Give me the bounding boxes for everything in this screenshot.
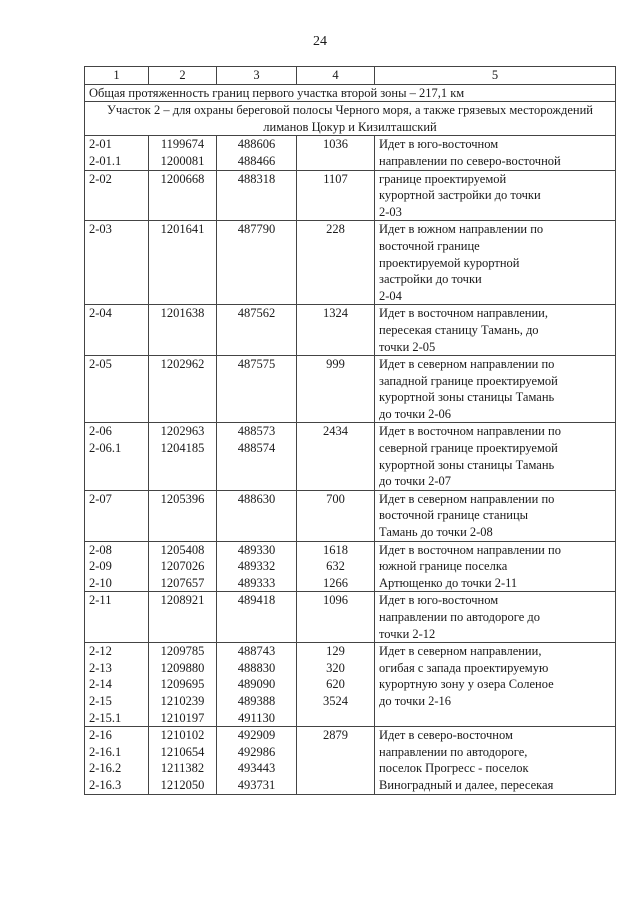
point-number: 2-01 bbox=[89, 137, 112, 152]
table-row bbox=[85, 592, 616, 643]
segment-length: 2434 bbox=[323, 424, 348, 439]
segment-description: восточной границе станицы bbox=[379, 508, 529, 523]
segment-length-cell bbox=[297, 592, 375, 643]
point-number: 2-06.1 bbox=[89, 441, 122, 456]
segment-description: застройки до точки bbox=[379, 272, 482, 287]
segment-description: восточной границе bbox=[379, 238, 480, 253]
coord-y-cell bbox=[217, 136, 297, 170]
segment-description: направлении по автодороге до bbox=[379, 610, 541, 624]
summary-text: Общая протяженность границ первого участка второй зоны – 217,1 км bbox=[85, 84, 616, 102]
header-col-5: 5 bbox=[375, 67, 616, 85]
coord-x: 1202963 bbox=[160, 424, 205, 439]
segment-description: поселок Прогресс - поселок bbox=[379, 761, 529, 776]
segment-length: 1096 bbox=[323, 593, 348, 608]
segment-description: границе проектируемой bbox=[379, 171, 507, 186]
point-number: 2-02 bbox=[89, 171, 112, 186]
coord-x-cell bbox=[149, 170, 217, 221]
coord-y: 487575 bbox=[237, 357, 276, 372]
header-col-3: 3 bbox=[217, 67, 297, 85]
segment-description: проектируемой курортной bbox=[379, 255, 520, 270]
header-col-2: 2 bbox=[149, 67, 217, 85]
coord-x: 1210239 bbox=[160, 693, 205, 708]
segment-description: огибая с запада проектируемую bbox=[379, 660, 549, 675]
coord-x: 1204185 bbox=[160, 441, 205, 456]
coord-x: 1210102 bbox=[160, 728, 205, 743]
segment-description: Идет в северном направлении по bbox=[379, 357, 555, 372]
table-header-row bbox=[85, 67, 616, 85]
coord-y: 487790 bbox=[237, 222, 276, 237]
segment-description: направлении по автодороге, bbox=[379, 744, 528, 759]
coord-y: 492909 bbox=[237, 728, 276, 743]
segment-description: Идет в восточном направлении по bbox=[379, 424, 561, 439]
point-number-cell bbox=[85, 490, 149, 541]
segment-description: точки 2-12 bbox=[379, 626, 436, 641]
coord-y: 489332 bbox=[237, 559, 276, 574]
coord-x: 1208921 bbox=[160, 593, 205, 608]
segment-description-cell bbox=[375, 541, 616, 592]
section-title-row bbox=[85, 102, 616, 136]
segment-description-cell bbox=[375, 136, 616, 170]
coord-x: 1205408 bbox=[160, 542, 205, 557]
segment-description: 2-04 bbox=[379, 288, 402, 303]
coord-x: 1210197 bbox=[160, 710, 205, 725]
segment-length: 700 bbox=[326, 491, 345, 506]
point-number: 2-16 bbox=[89, 728, 112, 743]
segment-length-cell bbox=[297, 170, 375, 221]
boundary-table-body bbox=[85, 67, 616, 795]
coord-y: 488743 bbox=[237, 644, 276, 659]
coord-x: 1200081 bbox=[160, 153, 205, 168]
table-row bbox=[85, 727, 616, 794]
section-title: Участок 2 – для охраны береговой полосы Черного моря, а также грязевых месторождений лиманов Цокур и Кизилташский bbox=[85, 102, 616, 136]
segment-description: Идет в южном направлении по bbox=[379, 222, 544, 237]
segment-length-cell bbox=[297, 136, 375, 170]
segment-length: 320 bbox=[326, 660, 345, 675]
point-number-cell bbox=[85, 356, 149, 423]
segment-length-cell bbox=[297, 221, 375, 305]
coord-x: 1207657 bbox=[160, 575, 205, 590]
segment-length: 1266 bbox=[323, 575, 348, 590]
coord-y-cell bbox=[217, 727, 297, 794]
segment-description: Идет в юго-восточном bbox=[379, 137, 499, 152]
segment-description: курортную зону у озера Соленое bbox=[379, 677, 554, 692]
table-row bbox=[85, 136, 616, 170]
coord-x-cell bbox=[149, 541, 217, 592]
table-row bbox=[85, 356, 616, 423]
coord-x-cell bbox=[149, 423, 217, 490]
segment-description: пересекая станицу Тамань, до bbox=[379, 322, 539, 337]
coord-x: 1210654 bbox=[160, 744, 205, 759]
coord-y: 488606 bbox=[237, 137, 276, 152]
coord-y: 493443 bbox=[237, 761, 276, 776]
segment-description: Идет в северном направлении, bbox=[379, 644, 542, 659]
segment-description: Артющенко до точки 2-11 bbox=[379, 575, 518, 590]
segment-description: Виноградный и далее, пересекая bbox=[379, 777, 554, 792]
coord-y: 493731 bbox=[237, 777, 276, 792]
coord-y: 488630 bbox=[237, 491, 276, 506]
segment-description: курортной зоны станицы Тамань bbox=[379, 390, 555, 405]
coord-y-cell bbox=[217, 490, 297, 541]
segment-description: до точки 2-07 bbox=[379, 474, 452, 489]
segment-description: Идет в северном направлении по bbox=[379, 491, 555, 506]
segment-length-cell bbox=[297, 643, 375, 727]
segment-description: 2-03 bbox=[379, 204, 402, 219]
point-number-cell bbox=[85, 727, 149, 794]
point-number: 2-04 bbox=[89, 306, 112, 321]
coord-x: 1205396 bbox=[160, 491, 205, 506]
segment-length: 999 bbox=[326, 357, 345, 372]
table-row bbox=[85, 305, 616, 356]
coord-y-cell bbox=[217, 643, 297, 727]
segment-description: Тамань до точки 2-08 bbox=[379, 525, 493, 540]
coord-x: 1202962 bbox=[160, 357, 205, 372]
segment-description-cell bbox=[375, 356, 616, 423]
coord-x: 1212050 bbox=[160, 777, 205, 792]
coord-x-cell bbox=[149, 592, 217, 643]
coord-y: 488573 bbox=[237, 424, 276, 439]
segment-length: 3524 bbox=[323, 693, 348, 708]
segment-description: южной границе поселка bbox=[379, 559, 508, 574]
segment-description: точки 2-05 bbox=[379, 339, 436, 354]
segment-length: 228 bbox=[326, 222, 345, 237]
coord-x: 1199674 bbox=[160, 137, 205, 152]
segment-description-cell bbox=[375, 490, 616, 541]
segment-length: 129 bbox=[326, 644, 345, 659]
point-number-cell bbox=[85, 643, 149, 727]
page-number: 24 bbox=[313, 34, 327, 49]
coord-y: 489090 bbox=[237, 677, 276, 692]
coord-x-cell bbox=[149, 305, 217, 356]
table-row bbox=[85, 643, 616, 727]
point-number: 2-11 bbox=[89, 593, 112, 608]
point-number: 2-01.1 bbox=[89, 153, 122, 168]
point-number: 2-15 bbox=[89, 693, 112, 708]
segment-length: 1618 bbox=[323, 542, 348, 557]
coord-x-cell bbox=[149, 727, 217, 794]
point-number-cell bbox=[85, 170, 149, 221]
table-row bbox=[85, 541, 616, 592]
point-number: 2-12 bbox=[89, 644, 112, 659]
header-col-1: 1 bbox=[85, 67, 149, 85]
coord-x-cell bbox=[149, 136, 217, 170]
table-row bbox=[85, 423, 616, 490]
segment-description-cell bbox=[375, 592, 616, 643]
segment-length-cell bbox=[297, 541, 375, 592]
coord-y-cell bbox=[217, 541, 297, 592]
coord-y: 488318 bbox=[237, 171, 276, 186]
coord-x: 1200668 bbox=[160, 171, 205, 186]
coord-x-cell bbox=[149, 643, 217, 727]
coord-x: 1207026 bbox=[160, 559, 205, 574]
point-number: 2-16.2 bbox=[89, 761, 122, 776]
segment-length: 1036 bbox=[323, 137, 348, 152]
coord-y: 489418 bbox=[237, 593, 276, 608]
coord-y: 489333 bbox=[237, 575, 276, 590]
segment-description: направлении по северо-восточной bbox=[379, 153, 561, 168]
segment-description-cell bbox=[375, 423, 616, 490]
segment-description: курортной зоны станицы Тамань bbox=[379, 457, 555, 472]
segment-length-cell bbox=[297, 356, 375, 423]
point-number-cell bbox=[85, 305, 149, 356]
coord-y-cell bbox=[217, 221, 297, 305]
segment-description: Идет в восточном направлении, bbox=[379, 306, 549, 321]
segment-description: Идет в северо-восточном bbox=[379, 728, 513, 743]
table-row bbox=[85, 221, 616, 305]
coord-y: 487562 bbox=[237, 306, 276, 321]
coord-y: 488574 bbox=[237, 441, 276, 456]
segment-length: 620 bbox=[326, 677, 345, 692]
coord-x: 1209695 bbox=[160, 677, 205, 692]
summary-row bbox=[85, 84, 616, 102]
segment-length-cell bbox=[297, 423, 375, 490]
point-number: 2-05 bbox=[89, 357, 112, 372]
segment-description: Идет в восточном направлении по bbox=[379, 542, 561, 557]
segment-description: курортной застройки до точки bbox=[379, 188, 541, 203]
coord-y: 488466 bbox=[237, 153, 276, 168]
segment-length: 1324 bbox=[323, 306, 348, 321]
table-row bbox=[85, 170, 616, 221]
point-number-cell bbox=[85, 423, 149, 490]
point-number: 2-10 bbox=[89, 575, 112, 590]
segment-description: до точки 2-16 bbox=[379, 693, 452, 708]
point-number-cell bbox=[85, 221, 149, 305]
point-number: 2-06 bbox=[89, 424, 112, 439]
coord-x-cell bbox=[149, 356, 217, 423]
coord-x-cell bbox=[149, 221, 217, 305]
coord-y: 489388 bbox=[237, 693, 276, 708]
segment-description-cell bbox=[375, 727, 616, 794]
segment-description: до точки 2-06 bbox=[379, 406, 452, 421]
coord-y: 489330 bbox=[237, 542, 276, 557]
coord-x: 1201641 bbox=[160, 222, 205, 237]
point-number: 2-08 bbox=[89, 542, 112, 557]
boundary-table bbox=[84, 66, 616, 795]
coord-x: 1209880 bbox=[160, 660, 205, 675]
segment-description: западной границе проектируемой bbox=[379, 373, 558, 388]
point-number: 2-16.1 bbox=[89, 744, 122, 759]
segment-length: 2879 bbox=[323, 728, 348, 743]
segment-length-cell bbox=[297, 305, 375, 356]
segment-description: Идет в юго-восточном bbox=[379, 593, 499, 608]
coord-y-cell bbox=[217, 423, 297, 490]
coord-y: 488830 bbox=[237, 660, 276, 675]
segment-length-cell bbox=[297, 727, 375, 794]
segment-description-cell bbox=[375, 170, 616, 221]
coord-x: 1201638 bbox=[160, 306, 205, 321]
coord-y: 492986 bbox=[237, 744, 276, 759]
table-row bbox=[85, 490, 616, 541]
coord-x: 1211382 bbox=[160, 761, 205, 776]
header-col-4: 4 bbox=[297, 67, 375, 85]
segment-length bbox=[301, 710, 370, 727]
segment-length: 1107 bbox=[323, 171, 348, 186]
point-number: 2-07 bbox=[89, 491, 112, 506]
coord-x-cell bbox=[149, 490, 217, 541]
segment-description-cell bbox=[375, 221, 616, 305]
coord-y-cell bbox=[217, 170, 297, 221]
point-number: 2-15.1 bbox=[89, 710, 122, 725]
coord-y-cell bbox=[217, 356, 297, 423]
segment-length-cell bbox=[297, 490, 375, 541]
segment-description-cell bbox=[375, 305, 616, 356]
point-number: 2-03 bbox=[89, 222, 112, 237]
coord-y: 491130 bbox=[237, 710, 276, 725]
coord-y-cell bbox=[217, 305, 297, 356]
point-number: 2-09 bbox=[89, 559, 112, 574]
segment-length: 632 bbox=[326, 559, 345, 574]
coord-y-cell bbox=[217, 592, 297, 643]
point-number-cell bbox=[85, 541, 149, 592]
point-number: 2-14 bbox=[89, 677, 112, 692]
point-number: 2-16.3 bbox=[89, 777, 122, 792]
coord-x: 1209785 bbox=[160, 644, 205, 659]
point-number-cell bbox=[85, 592, 149, 643]
segment-description-cell bbox=[375, 643, 616, 727]
segment-description: северной границе проектируемой bbox=[379, 441, 558, 456]
point-number: 2-13 bbox=[89, 660, 112, 675]
point-number-cell bbox=[85, 136, 149, 170]
